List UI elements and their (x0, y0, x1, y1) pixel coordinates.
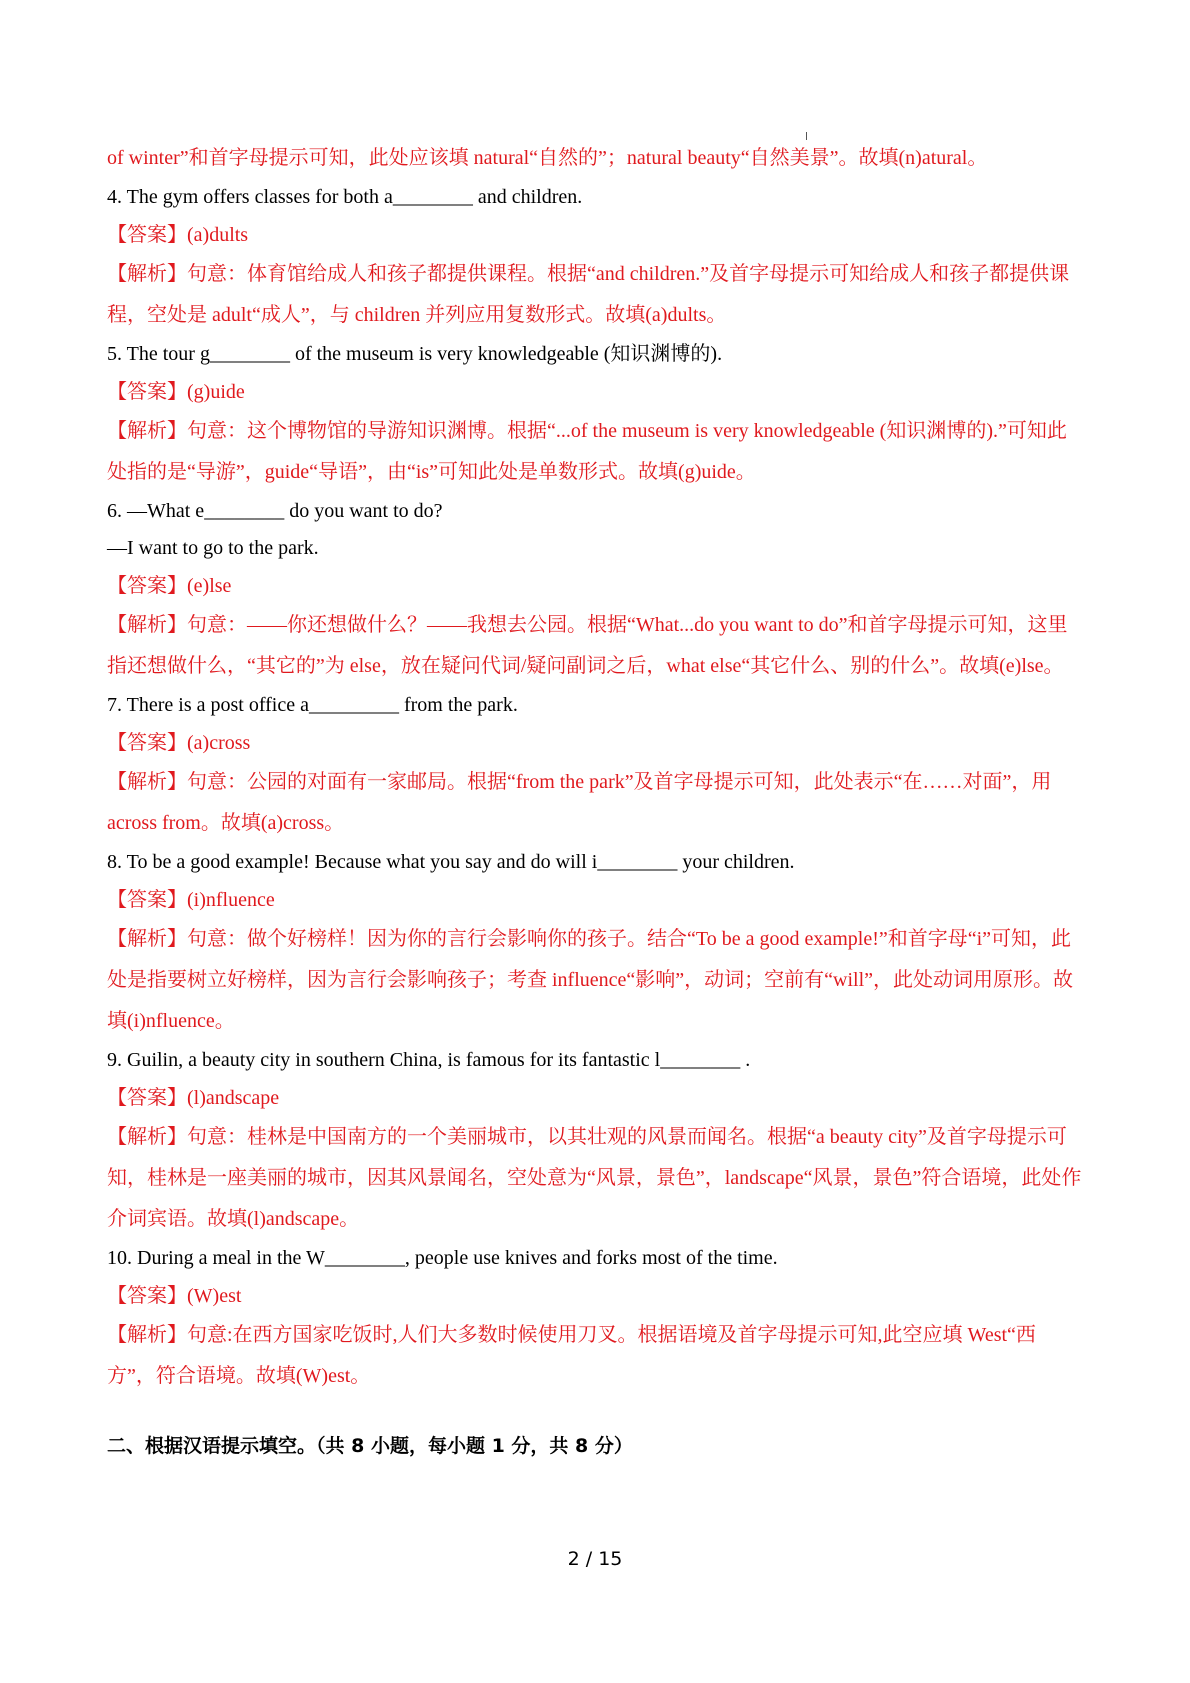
answer-4: 【答案】(a)dults (107, 224, 249, 246)
answer-10: 【答案】(W)est (107, 1285, 242, 1307)
explanation-6: 【解析】句意：——你还想做什么？——我想去公园。根据“What...do you want to do”和首字母提示可知，这里指还想做什么，“其它的”为 else，放在疑问代词/疑问副词之后，what else“其它什么、别的什么”。故填(e)lse。 (107, 614, 1068, 677)
answer-5: 【答案】(g)uide (107, 381, 245, 403)
section-title: 二、根据汉语提示填空。（共 8 小题，每小题 1 分，共 8 分） (107, 1435, 633, 1457)
question-7: 7. There is a post office a_________ from the park. (107, 694, 518, 716)
question-6-reply: —I want to go to the park. (107, 537, 319, 559)
answer-8: 【答案】(i)nfluence (107, 889, 275, 911)
answer-9: 【答案】(l)andscape (107, 1087, 280, 1109)
question-9: 9. Guilin, a beauty city in southern China, is famous for its fantastic l________ . (107, 1049, 751, 1071)
answer-7: 【答案】(a)cross (107, 732, 251, 754)
page-number: 2 / 15 (567, 1548, 623, 1570)
question-6: 6. —What e________ do you want to do? (107, 500, 443, 522)
explanation-8: 【解析】句意：做个好榜样！因为你的言行会影响你的孩子。结合“To be a good example!”和首字母“i”可知，此处是指要树立好榜样，因为言行会影响孩子；考查 influence“影响”，动词；空前有“will”，此处动词用原形。故填(i)nfluence。 (107, 928, 1074, 1032)
explanation-7: 【解析】句意：公园的对面有一家邮局。根据“from the park”及首字母提示可知，此处表示“在……对面”，用 across from。故填(a)cross。 (107, 771, 1052, 834)
explanation-10: 【解析】句意:在西方国家吃饭时,人们大多数时候使用刀叉。根据语境及首字母提示可知,此空应填 West“西方”，符合语境。故填(W)est。 (107, 1324, 1036, 1387)
explanation-9: 【解析】句意：桂林是中国南方的一个美丽城市，以其壮观的风景而闻名。根据“a beauty city”及首字母提示可知，桂林是一座美丽的城市，因其风景闻名，空处意为“风景，景色”，landscape“风景，景色”符合语境，此处作介词宾语。故填(l)andscape。 (107, 1126, 1082, 1230)
explanation-line: of winter”和首字母提示可知，此处应该填 natural“自然的”；natural beauty“自然美景”。故填(n)atural。 (107, 147, 988, 169)
explanation-4: 【解析】句意：体育馆给成人和孩子都提供课程。根据“and children.”及首字母提示可知给成人和孩子都提供课程，空处是 adult“成人”，与 children 并列应用复数形式。故填(a)dults。 (107, 263, 1070, 326)
question-4: 4. The gym offers classes for both a________ and children. (107, 186, 583, 208)
page-content (107, 138, 1082, 1461)
explanation-5: 【解析】句意：这个博物馆的导游知识渊博。根据“...of the museum is very knowledgeable (知识渊博的).”可知此处指的是“导游”，guide“导语”，由“is”可知此处是单数形式。故填(g)uide。 (107, 420, 1067, 483)
question-8: 8. To be a good example! Because what you say and do will i________ your children. (107, 851, 795, 873)
question-10: 10. During a meal in the W________, people use knives and forks most of the time. (107, 1247, 778, 1269)
question-5: 5. The tour g________ of the museum is very knowledgeable (知识渊博的). (107, 343, 723, 365)
answer-6: 【答案】(e)lse (107, 575, 232, 597)
